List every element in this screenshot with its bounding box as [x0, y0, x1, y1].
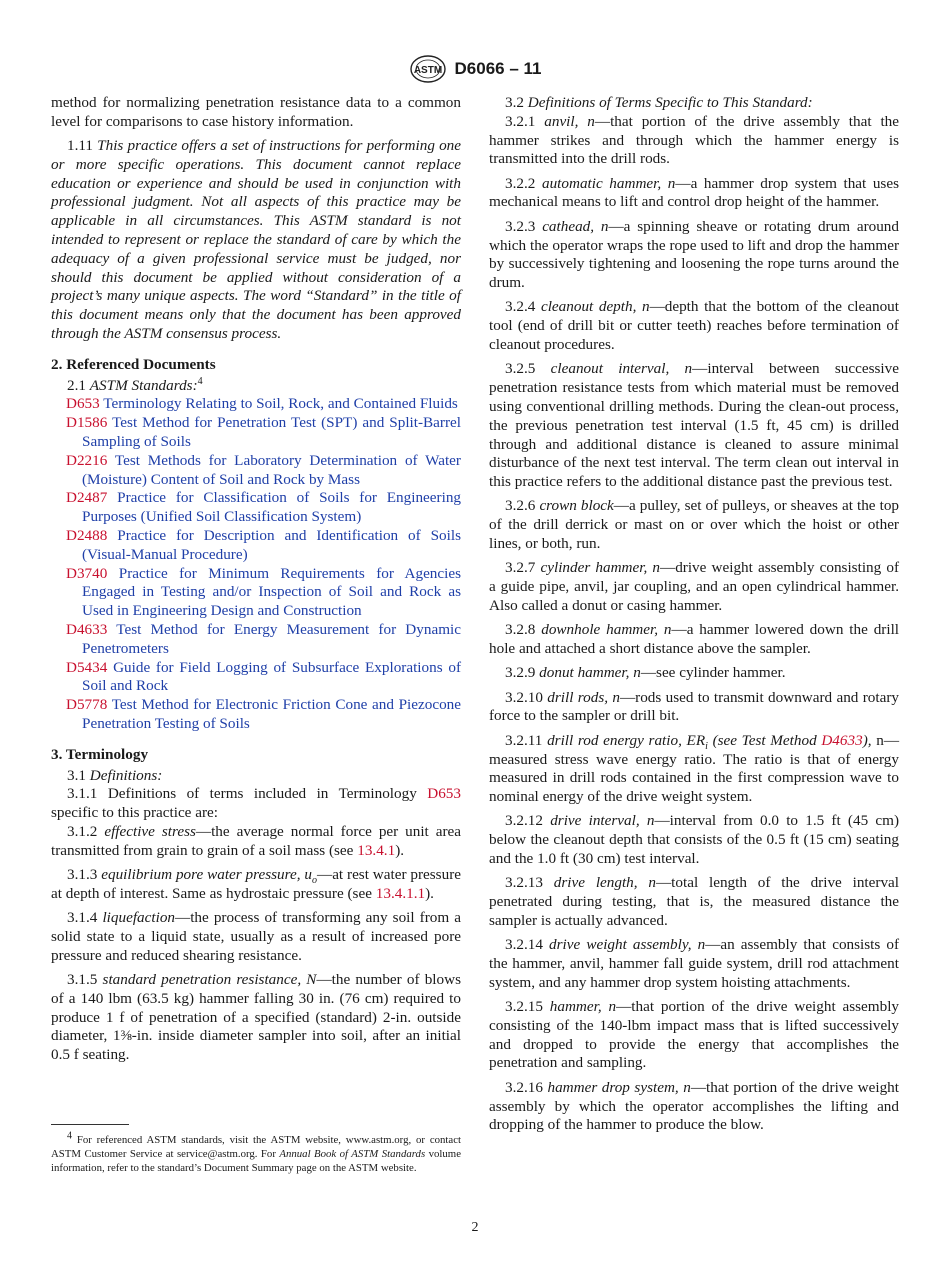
reference-item: [51, 527, 461, 565]
definition-3-2-14: 3.2.14 drive weight assembly, n—an assembly that consists of the hammer, anvil, hammer fall guide system, drill rod attachment system, and any hammer drop system hoisting attachments.: [489, 936, 900, 991]
reference-item: [51, 414, 461, 452]
paragraph-3-2: 3.2 Definitions of Terms Specific to This Standard:: [505, 94, 813, 111]
paragraph-3-1-2: 3.1.2 effective stress—the average normal force per unit area transmitted from grain to grain of a soil mass (see 13.4.1).: [51, 822, 461, 859]
reference-code-link[interactable]: D4633: [66, 621, 108, 639]
reference-item: [51, 395, 461, 414]
definition-3-2-2: 3.2.2 automatic hammer, n—a hammer drop system that uses mechanical means to lift and control drop height of the hammer.: [489, 174, 899, 211]
section-3-heading: 3. Terminology: [51, 745, 149, 763]
definition-3-2-3: 3.2.3 cathead, n—a spinning sheave or rotating drum around which the operator wraps the rope used to lift and drop the hammer by successively tightening and loosening the rope turns around the drum.: [489, 217, 899, 292]
reference-item: [51, 621, 461, 659]
reference-title-link[interactable]: Practice for Minimum Requirements for Agencies Engaged in Testing and/or Inspection of Soil and Rock as Used in Engineering Design and Construction: [82, 564, 462, 620]
paragraph-3-1-1: 3.1.1 Definitions of terms included in Terminology D653 specific to this practice are:: [51, 785, 461, 822]
reference-code-link[interactable]: D3740: [66, 564, 108, 582]
reference-item: [51, 565, 461, 621]
reference-item: [51, 452, 461, 490]
definition-3-2-15: 3.2.15 hammer, n—that portion of the drive weight assembly consisting of the 140-lbm impact mass that is lifted successively and dropped to provide the energy that accomplishes the penetration and sampling.: [489, 998, 900, 1072]
definition-3-2-16: 3.2.16 hammer drop system, n—that portion of the drive weight assembly by which the operator accomplishes the lifting and dropping of the hammer to produce the blow.: [489, 1078, 899, 1134]
reference-item: [51, 489, 461, 527]
page-header: [0, 54, 950, 84]
definition-3-2-6: 3.2.6 crown block—a pulley, set of pulleys, or sheaves at the top of the drill derrick or mast on or over which the hoist or other lines, or both, run.: [489, 497, 900, 553]
reference-code-link[interactable]: D653: [66, 395, 100, 413]
definition-3-2-9: 3.2.9 donut hammer, n—see cylinder hammer.: [505, 664, 786, 682]
reference-code-link[interactable]: D5778: [66, 696, 108, 714]
paragraph-3-1-3: 3.1.3 equilibrium pore water pressure, $u_o—at$ rest water pressure at depth of interest. Same as hydrostaic pressure (see 13.4.1.1).: [51, 866, 461, 902]
paragraph-continued: method for normalizing penetration resistance data to a common level for comparisons to case history information.: [51, 94, 461, 130]
right-column: [489, 94, 899, 1141]
reference-item: [51, 659, 461, 697]
left-column: [51, 94, 461, 1071]
reference-list: [51, 395, 461, 733]
section-2-heading: 2. Referenced Documents: [51, 355, 216, 373]
definition-3-2-8: 3.2.8 downhole hammer, n—a hammer lowered down the drill hole and attached a short distance above the sampler.: [489, 621, 900, 658]
definition-3-2-12: 3.2.12 drive interval, n—interval from 0.0 to 1.5 ft (45 cm) below the cleanout depth that consists of the 0.5 ft (15 cm) seating and the 1.0 ft (30 cm) test interval.: [489, 812, 900, 867]
definition-3-2-4: 3.2.4 cleanout depth, n—depth that the bottom of the cleanout tool (end of drill bit or cutter teeth) reaches before termination of cleanout procedures.: [489, 298, 899, 354]
page-number: 2: [471, 1220, 479, 1235]
footnote-4: $^4$ For referenced ASTM standards, visit the ASTM website, www.astm.org, or contact ASTM Customer Service at service@astm.org. For Annual Book of ASTM Standards volume information, refer to the standard’s Document Summary page on the ASTM website.: [51, 1130, 461, 1175]
definition-3-2-10: 3.2.10 drill rods, n—rods used to transmit downward and rotary force to the sampler or drill bit.: [489, 688, 899, 725]
reference-title-link[interactable]: Test Method for Penetration Test (SPT) and Split-Barrel Sampling of Soils: [82, 414, 462, 451]
reference-code-link[interactable]: D1586: [66, 414, 108, 432]
reference-title-link[interactable]: Test Method for Energy Measurement for Dynamic Penetrometers: [82, 621, 461, 657]
svg-text:ASTM: ASTM: [413, 65, 442, 76]
link-d4633-inline[interactable]: D4633: [821, 731, 863, 749]
reference-code-link[interactable]: D2216: [66, 451, 108, 469]
link-13-4-1[interactable]: 13.4.1: [357, 841, 396, 859]
paragraph-2-1: 2.1 ASTM Standards:$^4$: [67, 375, 203, 394]
definition-3-2-5: 3.2.5 cleanout interval, n—interval between successive penetration resistance tests from which material must be removed using conventional drilling methods. During the clean-out process, the previous penetration test interval (1.5 ft, 45 cm) is drilled through and additional distance is cleaned to assure minimal disturbance of the next test interval. The term clean out interval in this practice refers to the additional distance past the previous test.: [489, 360, 899, 491]
link-d653[interactable]: D653: [427, 785, 461, 803]
definitions-list-a: [489, 113, 899, 726]
reference-code-link[interactable]: D5434: [66, 658, 108, 676]
footnote-divider: [51, 1124, 129, 1125]
reference-code-link[interactable]: D2488: [66, 527, 108, 545]
definition-3-2-1: 3.2.1 anvil, n—that portion of the drive assembly that the hammer strikes and through which the hammer energy is transmitted into the drill rods.: [489, 112, 899, 168]
definition-3-2-13: 3.2.13 drive length, n—total length of the drive interval penetrated during testing, that is, the measured distance the sampler is actually advanced.: [489, 874, 899, 929]
reference-title-link[interactable]: Practice for Classification of Soils for Engineering Purposes (Unified Soil Classification System): [82, 489, 462, 526]
reference-title-link[interactable]: Guide for Field Logging of Subsurface Explorations of Soil and Rock: [82, 658, 461, 695]
paragraph-3-1-4: 3.1.4 liquefaction—the process of transforming any soil from a solid state to a liquid state, usually as a result of increased pore pressure and reduced shearing resistance.: [51, 909, 462, 964]
document-id: D6066 – 11: [454, 59, 542, 78]
reference-title-link[interactable]: Test Methods for Laboratory Determination of Water (Moisture) Content of Soil and Rock by Mass: [82, 451, 461, 488]
paragraph-3-2-11: 3.2.11 drill rod energy ratio, $ER_i$ (see Test Method D4633), n—measured stress wave energy ratio. The ratio is that of energy measured in drill rods contained in the first compression wave to nominal energy of the drive weight system.: [489, 731, 899, 806]
reference-title-link[interactable]: Test Method for Electronic Friction Cone and Piezocone Penetration Testing of Soils: [82, 696, 461, 732]
reference-title-link[interactable]: Practice for Description and Identification of Soils (Visual-Manual Procedure): [82, 527, 461, 563]
reference-code-link[interactable]: D2487: [66, 489, 108, 507]
link-13-4-1-1[interactable]: 13.4.1.1: [375, 884, 426, 902]
paragraph-3-1-5: 3.1.5 standard penetration resistance, N—the number of blows of a 140 lbm (63.5 kg) hammer falling 30 in. (76 cm) required to produce 1 f of penetration of a specified (standard) 2-in. outside diameter, 1⅜-in. inside diameter sampler into soil, after an initial 0.5 f seating.: [51, 971, 461, 1064]
reference-title-link[interactable]: Terminology Relating to Soil, Rock, and Contained Fluids: [103, 395, 458, 413]
astm-logo-icon: [409, 54, 447, 84]
paragraph-1-11: 1.11 This practice offers a set of instructions for performing one or more specific operations. This document cannot replace education or experience and should be used in conjunction with professional judgment. Not all aspects of this practice may be applicable in all circumstances. This ASTM standard is not intended to represent or replace the standard of care by which the adequacy of a given professional service must be judged, nor should this document be applied without consideration of a project’s many unique aspects. The word “Standard” in the title of this document means only that the document has been approved through the ASTM consensus process.: [51, 137, 462, 343]
definitions-list-b: [489, 812, 899, 1135]
definition-3-2-7: 3.2.7 cylinder hammer, n—drive weight assembly consisting of a guide pipe, anvil, jar coupling, and an open cylindrical hammer. Also called a donut or casing hammer.: [489, 559, 899, 614]
reference-item: [51, 696, 461, 734]
paragraph-3-1: 3.1 Definitions:: [67, 766, 163, 784]
